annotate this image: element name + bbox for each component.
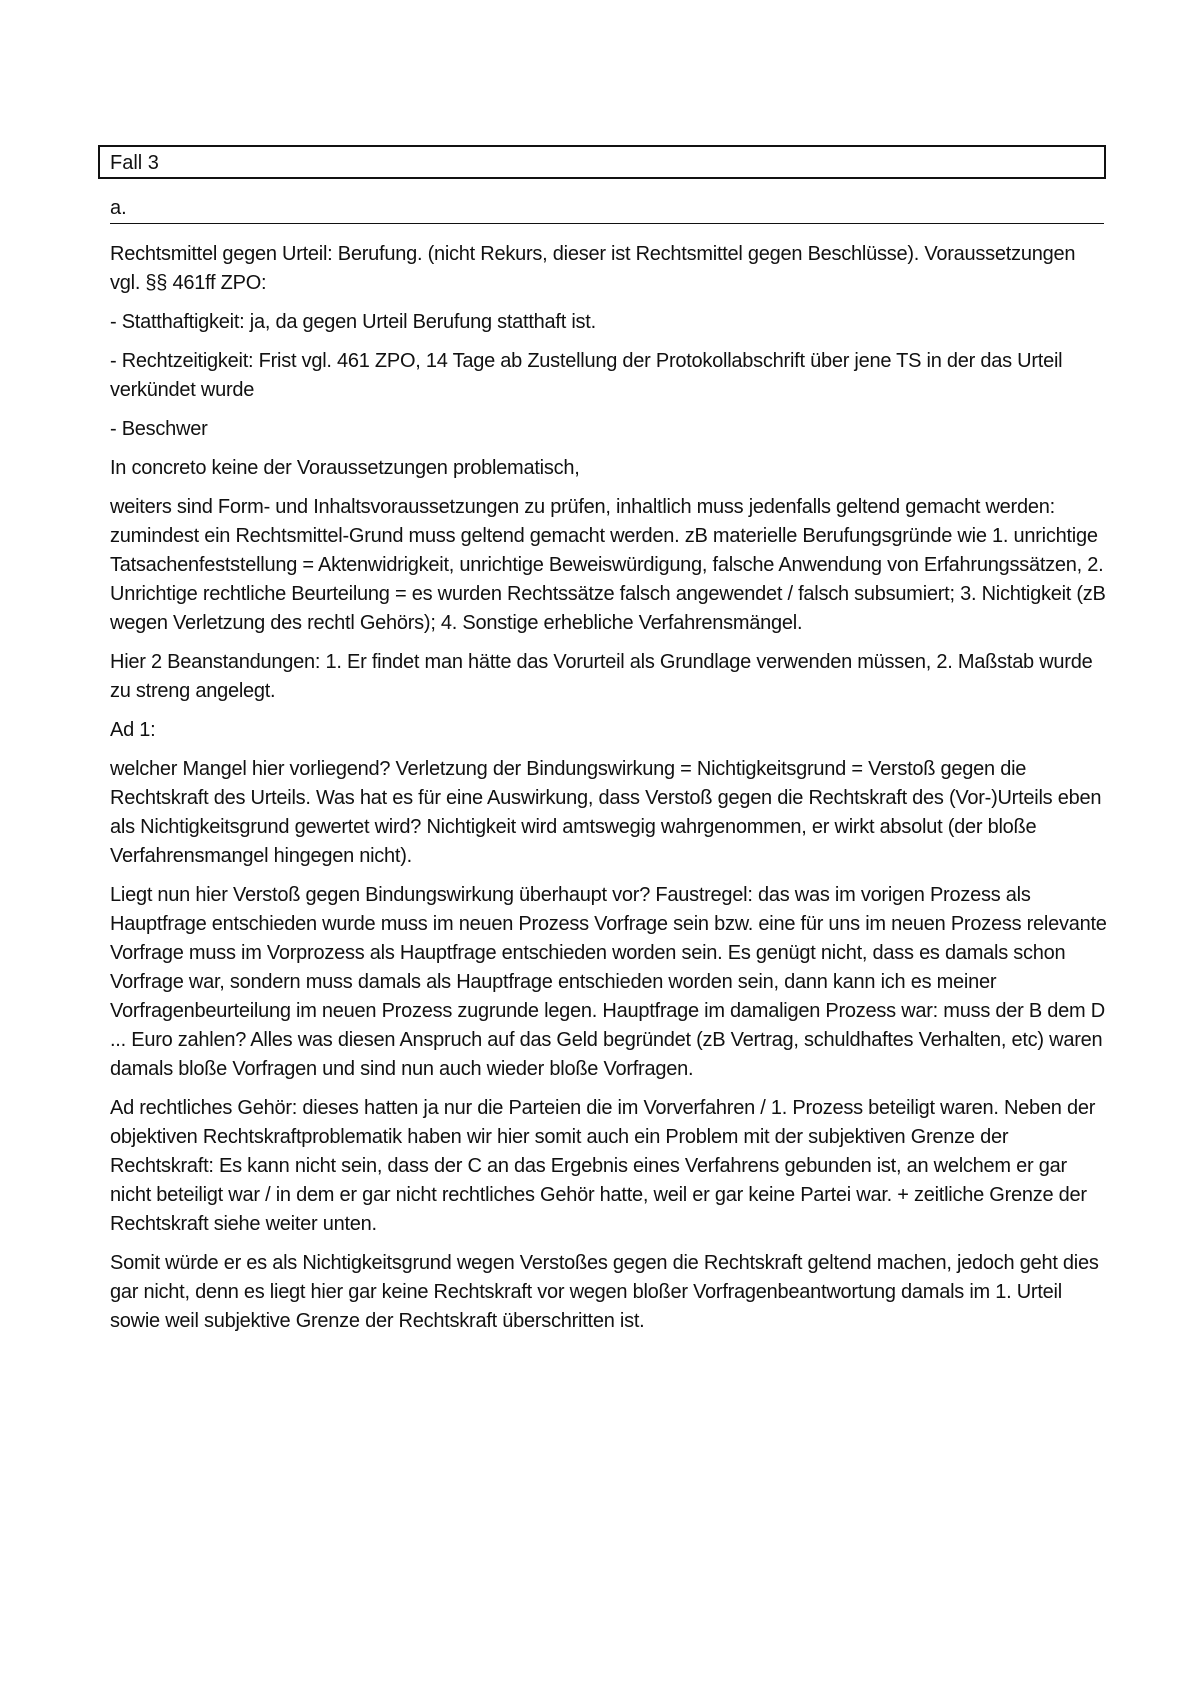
paragraph: weiters sind Form- und Inhaltsvoraussetzungen zu prüfen, inhaltlich muss jedenfalls geltend gemacht werden: zumindest ein Rechtsmittel-Grund muss geltend gemacht werden. zB materielle Berufungsgründe wie 1. unrichtige Tatsachenfeststellung = Aktenwidrigkeit, unrichtige Beweiswürdigung, falsche Anwendung von Erfahrungssätzen, 2. Unrichtige rechtliche Beurteilung = es wurden Rechtssätze falsch angewendet / falsch subsumiert; 3. Nichtigkeit (zB wegen Verletzung des rechtl Gehörs); 4. Sonstige erhebliche Verfahrensmängel. [110, 496, 1106, 634]
paragraph: Rechtsmittel gegen Urteil: Berufung. (nicht Rekurs, dieser ist Rechtsmittel gegen Beschlüsse). Voraussetzungen vgl. §§ 461ff ZPO: [110, 243, 1076, 294]
paragraph: welcher Mangel hier vorliegend? Verletzung der Bindungswirkung = Nichtigkeitsgrund = Verstoß gegen die Rechtskraft des Urteils. Was hat es für eine Auswirkung, dass Verstoß gegen die Rechtskraft des (Vor-)Urteils eben als Nichtigkeitsgrund gewertet wird? Nichtigkeit wird amtswegig wahrgenommen, er wirkt absolut (der bloße Verfahrensmangel hingegen nicht). [110, 758, 1102, 867]
section-heading: a. [110, 196, 1104, 224]
paragraph: Liegt nun hier Verstoß gegen Bindungswirkung überhaupt vor? Faustregel: das was im vorigen Prozess als Hauptfrage entschieden wurde muss im neuen Prozess Vorfrage sein bzw. eine für uns im neuen Prozess relevante Vorfrage muss im Vorprozess als Hauptfrage entschieden worden sein. Es genügt nicht, dass es damals schon Vorfrage war, sondern muss damals als Hauptfrage entschieden worden sein, dann kann ich es meiner Vorfragenbeurteilung im neuen Prozess zugrunde legen. Hauptfrage im damaligen Prozess war: muss der B dem D ... Euro zahlen? Alles was diesen Anspruch auf das Geld begründet (zB Vertrag, schuldhaftes Verhalten, etc) waren damals bloße Vorfragen und sind nun auch wieder bloße Vorfragen. [110, 884, 1107, 1080]
case-title: Fall 3 [98, 145, 1106, 179]
paragraph: Somit würde er es als Nichtigkeitsgrund wegen Verstoßes gegen die Rechtskraft geltend machen, jedoch geht dies gar nicht, denn es liegt hier gar keine Rechtskraft vor wegen bloßer Vorfragenbeantwortung damals im 1. Urteil sowie weil subjektive Grenze der Rechtskraft überschritten ist. [110, 1252, 1099, 1332]
paragraph: Ad rechtliches Gehör: dieses hatten ja nur die Parteien die im Vorverfahren / 1. Prozess beteiligt waren. Neben der objektiven Rechtskraftproblematik haben wir hier somit auch ein Problem mit der subjektiven Grenze der Rechtskraft: Es kann nicht sein, dass der C an das Ergebnis eines Verfahrens gebunden ist, an welchem er gar nicht beteiligt war / in dem er gar nicht rechtliches Gehör hatte, weil er gar keine Partei war. + zeitliche Grenze der Rechtskraft siehe weiter unten. [110, 1097, 1096, 1235]
paragraph: - Statthaftigkeit: ja, da gegen Urteil Berufung statthaft ist. [110, 311, 596, 333]
paragraph: - Beschwer [110, 418, 208, 440]
document-body [110, 240, 1110, 1346]
paragraph: Ad 1: [110, 719, 156, 741]
paragraph: - Rechtzeitigkeit: Frist vgl. 461 ZPO, 14 Tage ab Zustellung der Protokollabschrift über jene TS in der das Urteil verkündet wurde [110, 350, 1063, 401]
paragraph: In concreto keine der Voraussetzungen problematisch, [110, 457, 580, 479]
paragraph: Hier 2 Beanstandungen: 1. Er findet man hätte das Vorurteil als Grundlage verwenden müssen, 2. Maßstab wurde zu streng angelegt. [110, 651, 1093, 702]
